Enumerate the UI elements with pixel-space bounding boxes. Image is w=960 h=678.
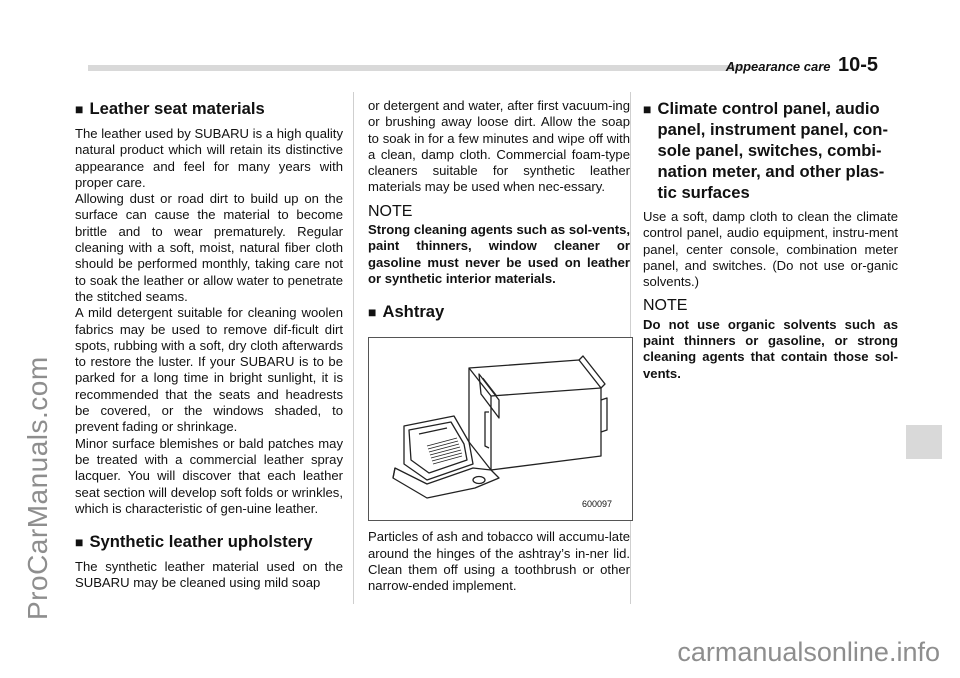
square-bullet-icon: ■: [75, 101, 84, 117]
heading-text: Climate control panel, audio panel, instrument panel, con-sole panel, switches, combi-nation meter, and other plas-tic surfaces: [657, 99, 888, 202]
column-left: [75, 98, 343, 592]
square-bullet-icon: ■: [643, 101, 652, 117]
page-number: 10-5: [837, 54, 878, 76]
heading-text: Ashtray: [382, 302, 445, 322]
note-title: NOTE: [643, 297, 688, 315]
paragraph: The leather used by SUBARU is a high quality natural product which will retain its distinctive appearance and feel for many years with proper care.: [75, 126, 343, 190]
page-header: [726, 54, 878, 77]
column-right: [643, 98, 898, 382]
side-watermark: ProCarManuals.com: [22, 356, 53, 620]
note-body: Do not use organic solvents such as paint thinners or gasoline, or strong cleaning agents that contain those sol-vents.: [643, 316, 898, 381]
square-bullet-icon: ■: [368, 304, 377, 321]
paragraph: The synthetic leather material used on the SUBARU may be cleaned using mild soap: [75, 559, 343, 591]
heading-text: Synthetic leather upholstery: [89, 532, 313, 552]
section-heading: [368, 301, 630, 323]
square-bullet-icon: ■: [75, 534, 84, 551]
paragraph: Particles of ash and tobacco will accumu-late around the hinges of the ashtray’s in-ner lid. Clean them off using a toothbrush or other narrow-ended implement.: [368, 529, 630, 594]
chapter-tab: [906, 425, 942, 459]
column-divider: [353, 92, 354, 604]
heading-text: Leather seat materials: [89, 99, 265, 118]
paragraph: Use a soft, damp cloth to clean the climate control panel, audio equipment, instru-ment panel, center console, combination meter panel, and switches. (Do not use or-ganic solvents.): [643, 209, 898, 290]
paragraph: A mild detergent suitable for cleaning woolen fabrics may be used to remove dif-ficult dirt spots, rubbing with a soft, dry cloth afterwards to restore the luster. If your SUBARU is to be parked for a long time in bright sunlight, it is recommended that the seats and headrests be covered, or the windows shaded, to prevent fading or shrinkage.: [75, 305, 343, 435]
section-heading: [75, 531, 343, 553]
ashtray-drawing: [369, 338, 632, 520]
header-rule: [88, 65, 743, 71]
section-title: Appearance care: [725, 59, 831, 74]
section-heading: [643, 98, 898, 203]
paragraph: Minor surface blemishes or bald patches may be treated with a commercial leather spray lacquer. You will discover that each leather seat section will develop soft folds or wrinkles, which is characteristic of gen-uine leather.: [75, 435, 343, 516]
note-title: NOTE: [368, 202, 413, 220]
figure-code: 600097: [581, 498, 612, 509]
paragraph: or detergent and water, after first vacuum-ing or brushing away loose dirt. Allow the soap to soak in for a few minutes and wipe off with a clean, damp cloth. Commercial foam-type cleaners suitable for synthetic leather materials may be used when nec-essary.: [368, 98, 630, 195]
section-heading: [75, 98, 343, 120]
paragraph: Allowing dust or road dirt to build up on the surface can cause the material to become brittle and to wear prematurely. Regular cleaning with a soft, moist, natural fiber cloth should be performed monthly, taking care not to soak the leather or allow water to penetrate the stitched seams.: [75, 191, 343, 304]
ashtray-illustration: [368, 337, 633, 521]
note-body: Strong cleaning agents such as sol-vents, paint thinners, window cleaner or gasoline must never be used on leather or synthetic interior materials.: [368, 222, 630, 286]
bottom-watermark: carmanualsonline.info: [677, 637, 940, 667]
column-middle: [368, 98, 630, 594]
